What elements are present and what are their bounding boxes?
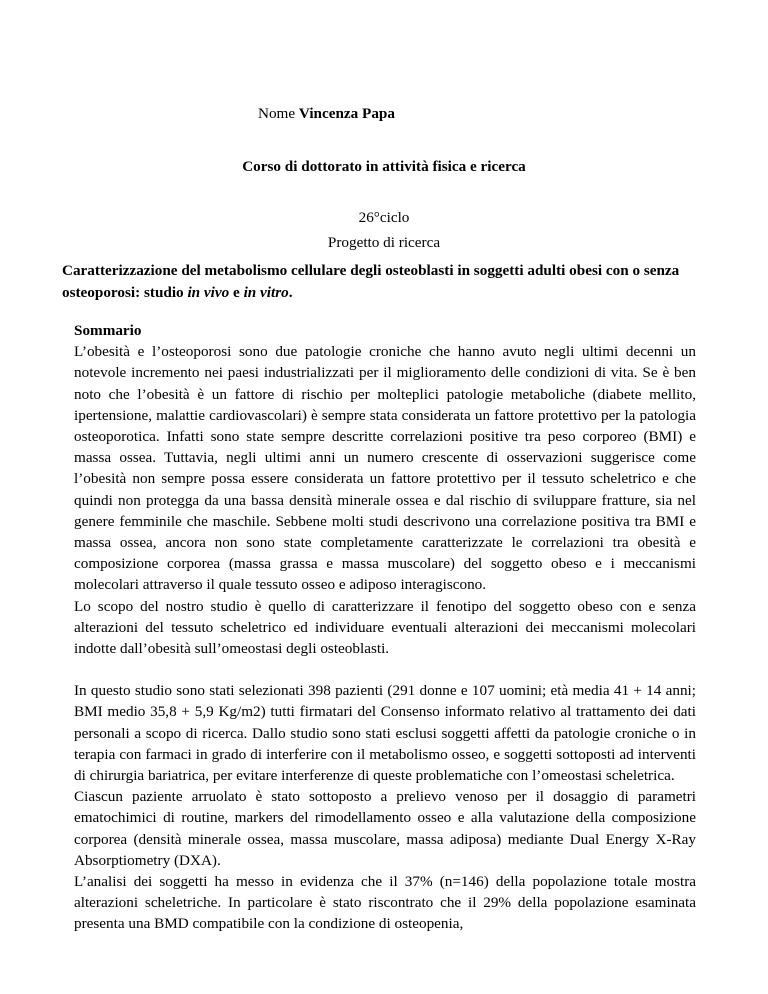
- project-line: Progetto di ricerca: [327, 234, 441, 251]
- author-line: [258, 103, 395, 124]
- summary-paragraph-4: Ciascun paziente arruolato è stato sottoposto a prelievo venoso per il dosaggio di parametri ematochimici di routine, markers del rimodellamento osseo e alla valutazione della composizione corporea (densità minerale ossea, massa muscolare, massa adiposa) mediante Dual Energy X-Ray Absorptiometry (DXA).: [74, 788, 696, 869]
- course-title: Corso di dottorato in attività fisica e ricerca: [242, 158, 526, 175]
- title-end: .: [288, 283, 293, 301]
- title-and: e: [229, 283, 244, 301]
- course-line: [0, 156, 768, 177]
- title-in-vivo: in vivo: [187, 283, 230, 301]
- summary-heading: Sommario: [74, 322, 142, 339]
- summary-paragraph-2: Lo scopo del nostro studio è quello di caratterizzare il fenotipo del soggetto obeso con e senza alterazioni del tessuto scheletrico ed individuare eventuali alterazioni dei meccanismi molecolari indotte dall’obesità sull’omeostasi degli osteoblasti.: [74, 597, 696, 658]
- cycle-line: 26°ciclo: [358, 209, 410, 226]
- summary-section: [74, 320, 696, 935]
- title-text: Caratterizzazione del metabolismo cellulare degli osteoblasti in soggetti adulti obesi con o senza osteoporosi: studio: [62, 262, 680, 301]
- author-name: Vincenza Papa: [298, 105, 395, 122]
- summary-paragraph-5: L’analisi dei soggetti ha messo in evidenza che il 37% (n=146) della popolazione totale mostra alterazioni scheletriche. In particolare è stato riscontrato che il 29% della popolazione esaminata presenta una BMD compatibile con la condizione di osteopenia,: [74, 873, 696, 933]
- title-in-vitro: in vitro: [243, 283, 289, 301]
- author-label: Nome: [258, 105, 296, 122]
- document-title: [62, 260, 710, 303]
- summary-paragraph-1: L’obesità e l’osteoporosi sono due patologie croniche che hanno avuto negli ultimi decenni un notevole incremento nei paesi industrializzati per il miglioramento delle condizioni di vita. Se è ben noto che l’obesità è un fattore di rischio per molteplici patologie metaboliche (diabete mellito, ipertensione, malattie cardiovascolari) è sempre stata considerata un fattore protettivo per la patologia osteoporotica. Infatti sono state sempre descritte correlazioni positive tra peso corporeo (BMI) e massa ossea. Tuttavia, negli ultimi anni un numero crescente di osservazioni suggerisce come l’obesità non sempre possa essere considerata un fattore protettivo per il tessuto scheletrico e che quindi non protegga da una bassa densità minerale ossea e dal rischio di sviluppare fratture, sia nel genere femminile che maschile. Sebbene molti studi descrivono una correlazione positiva tra BMI e massa ossea, ancora non sono state completamente caratterizzate le correlazioni tra obesità e composizione corporea (massa grassa e massa muscolare) del soggetto obeso e i meccanismi molecolari attraverso il quale tessuto osseo e adiposo interagiscono.: [74, 343, 696, 594]
- summary-paragraph-3: In questo studio sono stati selezionati 398 pazienti (291 donne e 107 uomini; età media 41 + 14 anni; BMI medio 35,8 + 5,9 Kg/m2) tutti firmatari del Consenso informato relativo al trattamento dei dati personali a scopo di ricerca. Dallo studio sono stati esclusi soggetti affetti da patologie croniche o in terapia con farmaci in grado di interferire con il metabolismo osseo, e soggetti sottoposti ad interventi di chirurgia bariatrica, per evitare interferenze di queste problematiche con l’omeostasi scheletrica.: [74, 682, 696, 785]
